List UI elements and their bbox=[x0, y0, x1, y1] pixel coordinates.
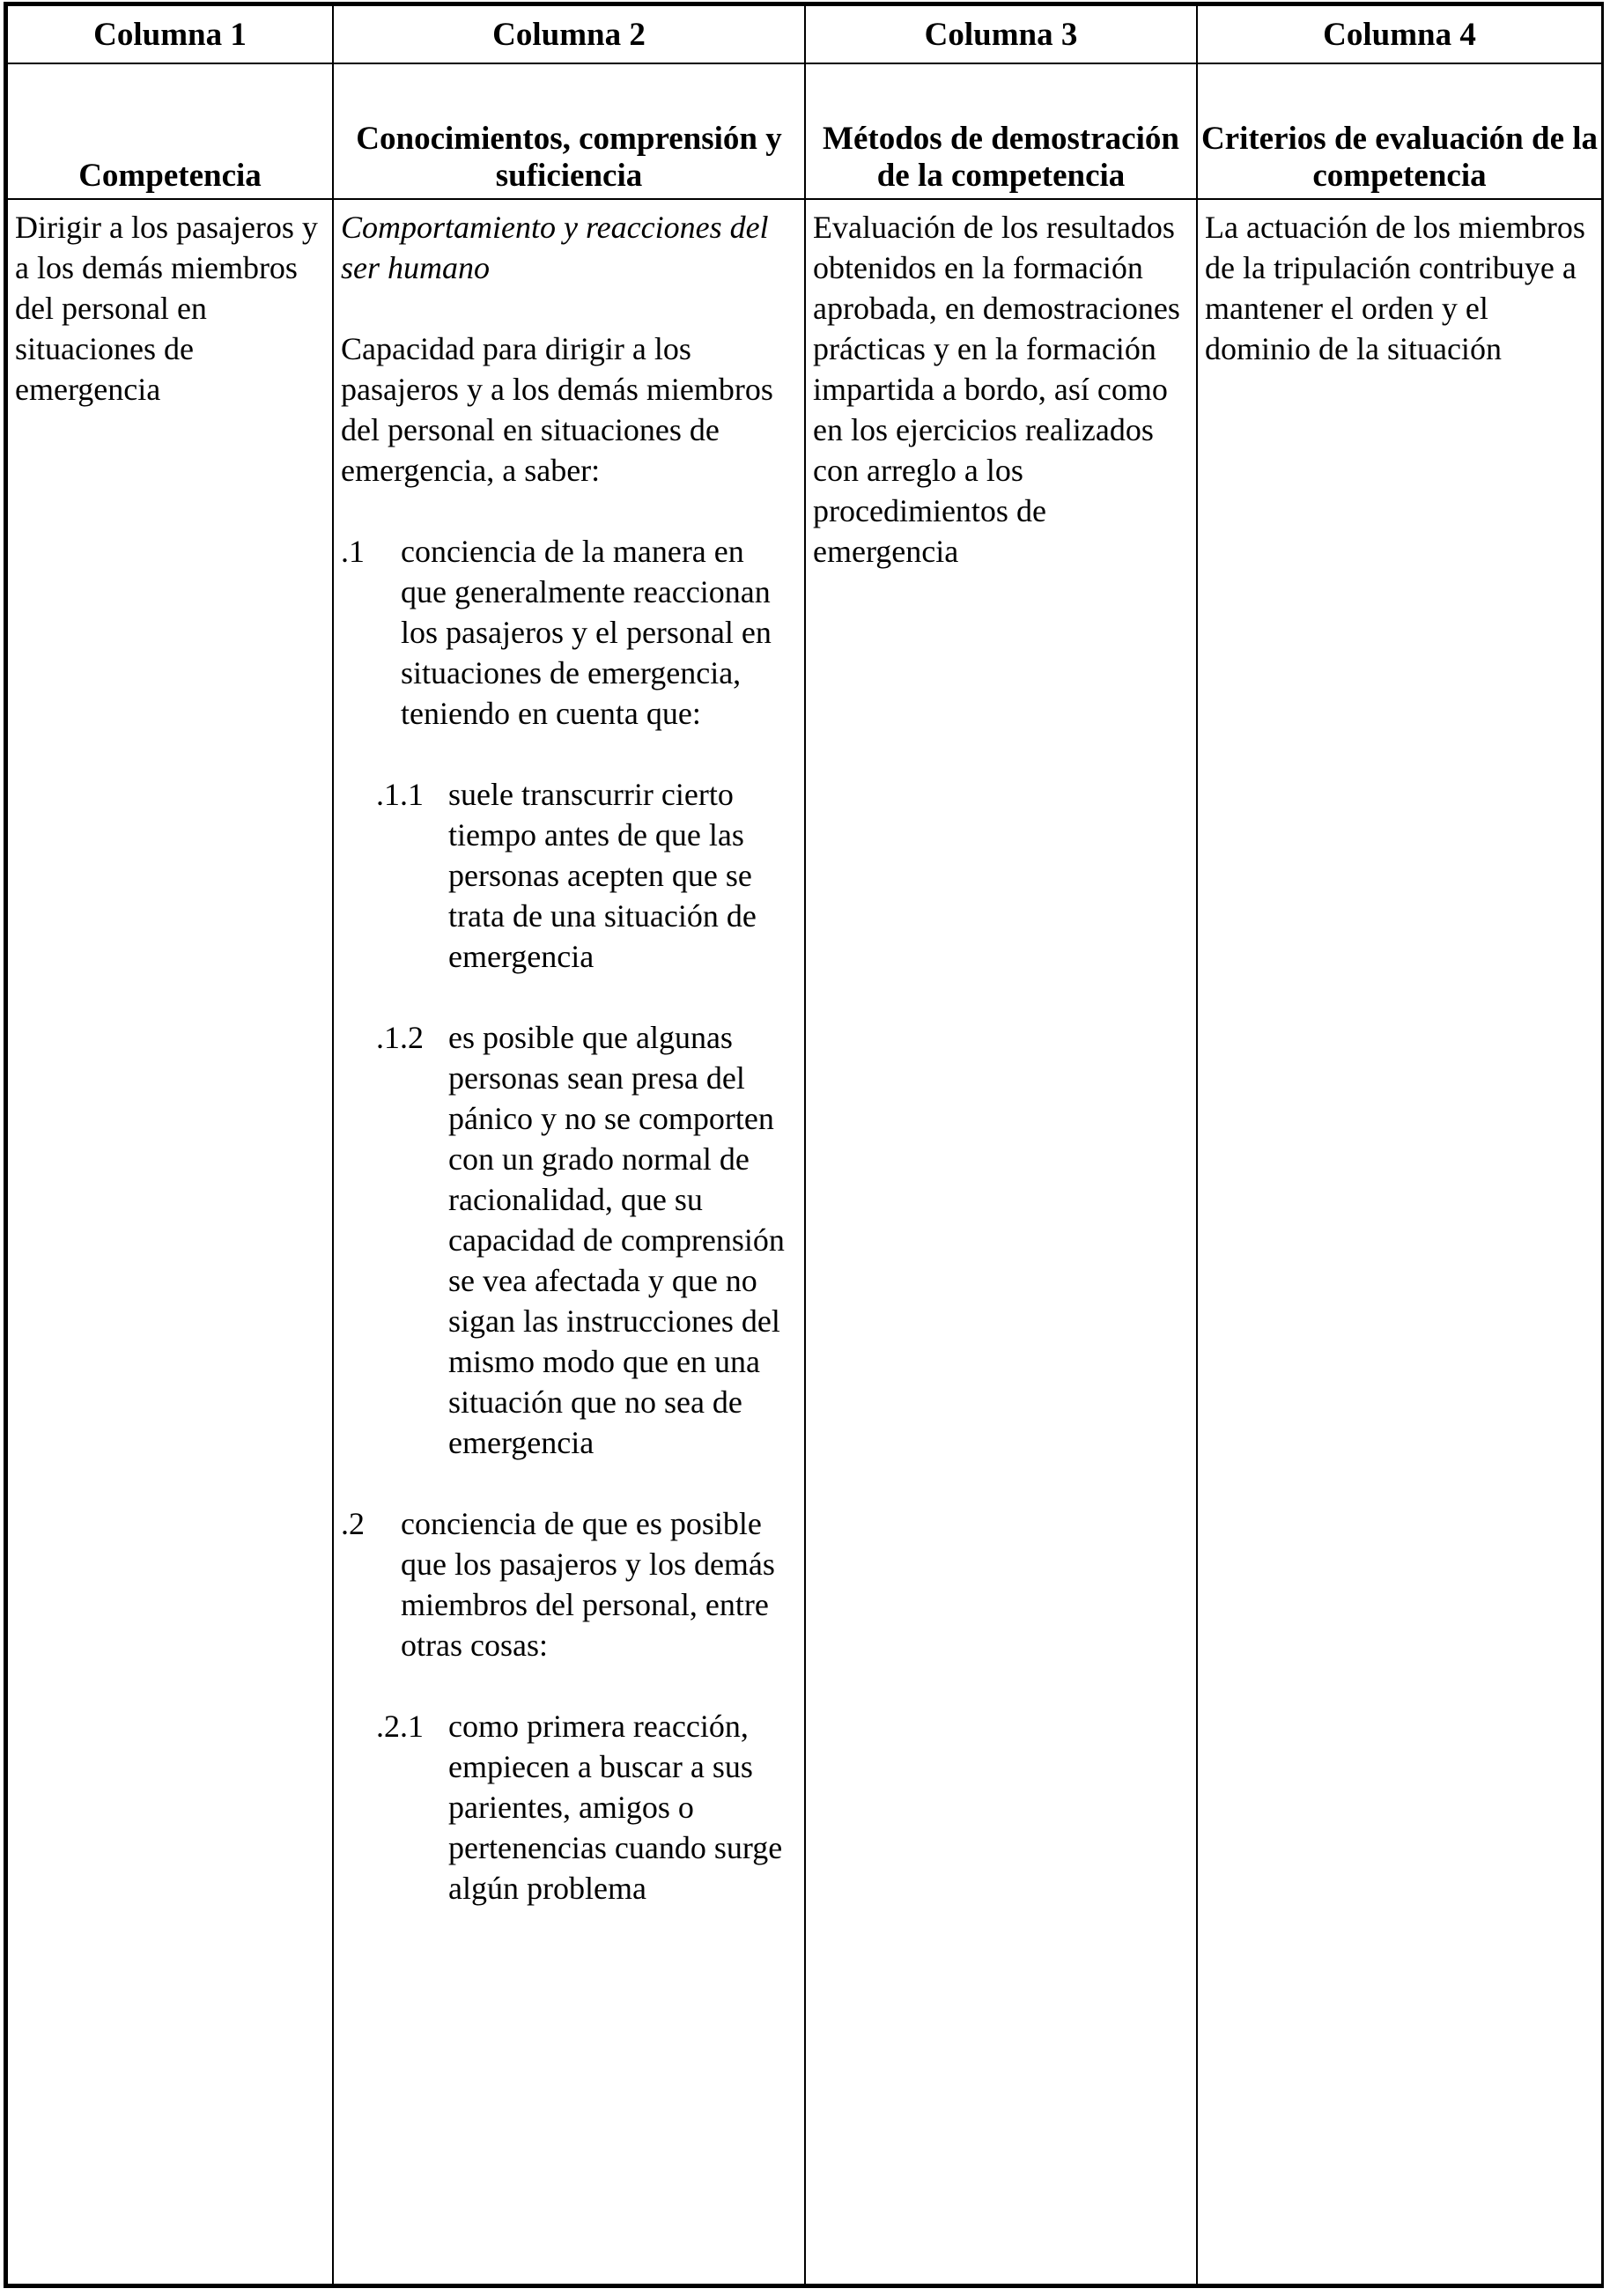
metodos-text: Evaluación de los resultados obtenidos en la formación aprobada, en demostraciones prácticas y en la formación impartida a bordo, así como en los ejercicios realizados con arreglo a los procedimientos de emergencia bbox=[813, 210, 1180, 569]
list-subitem bbox=[341, 1017, 797, 1463]
table-grid bbox=[6, 4, 1603, 2285]
list-subitem bbox=[341, 774, 797, 977]
competence-table bbox=[4, 2, 1604, 2288]
table-row bbox=[7, 199, 1602, 2285]
list-subitem bbox=[341, 1706, 797, 1908]
item-text: conciencia de la manera en que generalmente reaccionan los pasajeros y el personal en situaciones de emergencia, teniendo en cuenta que: bbox=[401, 534, 772, 731]
column-number-row bbox=[7, 5, 1602, 63]
list-item bbox=[341, 531, 797, 734]
item-text: conciencia de que es posible que los pasajeros y los demás miembros del personal, entre otras cosas: bbox=[401, 1506, 775, 1663]
cell-conocimientos bbox=[333, 199, 805, 2285]
subitem-text: como primera reacción, empiecen a buscar a sus parientes, amigos o pertenencias cuando surge algún problema bbox=[448, 1709, 783, 1906]
item-number: .1 bbox=[341, 534, 365, 569]
list-item bbox=[341, 1503, 797, 1665]
column-number-3: Columna 3 bbox=[805, 5, 1197, 63]
section-subtitle: Comportamiento y reacciones del ser humano bbox=[341, 210, 769, 285]
subitem-number: .1.1 bbox=[376, 777, 424, 812]
column-header-row bbox=[7, 63, 1602, 199]
cell-metodos bbox=[805, 199, 1197, 2285]
header-conocimientos: Conocimientos, comprensión y suficiencia bbox=[333, 63, 805, 199]
header-metodos: Métodos de demostración de la competencia bbox=[805, 63, 1197, 199]
header-competencia: Competencia bbox=[7, 63, 333, 199]
subitem-number: .2.1 bbox=[376, 1709, 424, 1744]
subitem-number: .1.2 bbox=[376, 1020, 424, 1055]
intro-text: Capacidad para dirigir a los pasajeros y a los demás miembros del personal en situaciones de emergencia, a saber: bbox=[341, 331, 773, 488]
column-number-1: Columna 1 bbox=[7, 5, 333, 63]
item-number: .2 bbox=[341, 1506, 365, 1541]
cell-competencia bbox=[7, 199, 333, 2285]
subitem-text: suele transcurrir cierto tiempo antes de que las personas acepten que se trata de una situación de emergencia bbox=[448, 777, 757, 974]
criterios-text: La actuación de los miembros de la tripulación contribuye a mantener el orden y el dominio de la situación bbox=[1205, 210, 1585, 366]
subitem-text: es posible que algunas personas sean presa del pánico y no se comporten con un grado normal de racionalidad, que su capacidad de comprensión se vea afectada y que no sigan las instrucciones del mismo modo que en una situación que no sea de emergencia bbox=[448, 1020, 785, 1460]
column-number-2: Columna 2 bbox=[333, 5, 805, 63]
cell-criterios bbox=[1197, 199, 1602, 2285]
header-criterios: Criterios de evaluación de la competencia bbox=[1197, 63, 1602, 199]
competencia-text: Dirigir a los pasajeros y a los demás miembros del personal en situaciones de emergencia bbox=[15, 210, 318, 407]
column-number-4: Columna 4 bbox=[1197, 5, 1602, 63]
